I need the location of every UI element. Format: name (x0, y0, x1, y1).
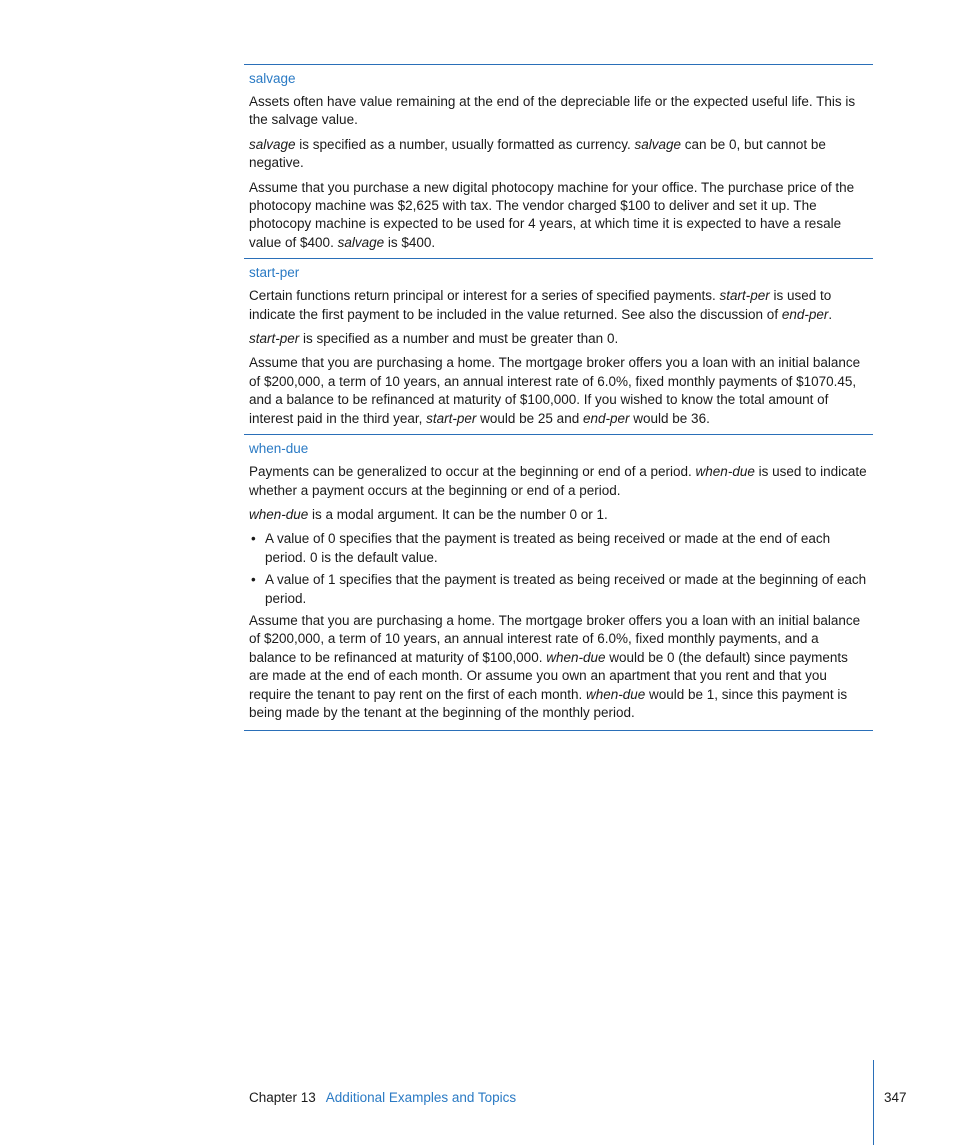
page-footer (249, 1089, 516, 1107)
list-item (249, 571, 868, 608)
argument-section-start-per (244, 258, 873, 434)
chapter-title-link[interactable]: Additional Examples and Topics (325, 1090, 517, 1105)
argument-reference: salvage (249, 136, 296, 152)
bullet-marker: • (251, 572, 256, 588)
paragraph: Assume that you are purchasing a home. The mortgage broker offers you a loan with an initial balance of $200,000, a term of 10 years, an annual interest rate of 6.0%, fixed monthly payments of $1070.45, and a balance to be refinanced at maturity of $100,000. If you wished to know the total amount of interest paid in the third year, start-per would be 25 and end-per would be 36. (249, 355, 861, 426)
argument-term: when-due (249, 441, 309, 457)
paragraph: Assets often have value remaining at the end of the depreciable life or the expected useful life. This is the salvage value. (249, 94, 856, 128)
list-item (249, 530, 868, 567)
list-item-text: A value of 0 specifies that the payment is treated as being received or made at the end of each period. 0 is the default value. (265, 531, 831, 565)
argument-reference: start-per (249, 331, 300, 347)
document-body (244, 64, 873, 731)
argument-reference: end-per (582, 410, 630, 426)
argument-reference: salvage (337, 234, 385, 250)
page-number-divider (873, 1060, 874, 1145)
paragraph: Assume that you purchase a new digital photocopy machine for your office. The purchase price of the photocopy machine was $2,625 with tax. The vendor charged $100 to deliver and set it up. The photocopy machine is expected to be used for 4 years, at which time it is expected to have a resale value of $400. salvage is $400. (249, 179, 855, 250)
argument-reference: when-due (546, 649, 606, 665)
argument-reference: start-per (719, 288, 770, 304)
paragraph: Certain functions return principal or interest for a series of specified payments. start-per is used to indicate the first payment to be included in the value returned. See also the discussion of end-per. (249, 288, 833, 322)
argument-section-salvage (244, 64, 873, 258)
list-item-text: A value of 1 specifies that the payment is treated as being received or made at the beginning of each period. (265, 572, 867, 606)
paragraph: when-due is a modal argument. It can be the number 0 or 1. (249, 506, 608, 522)
argument-term: salvage (249, 71, 296, 86)
bullet-marker: • (251, 531, 256, 547)
argument-reference: when-due (585, 686, 646, 702)
argument-reference: when-due (695, 464, 755, 480)
paragraph: Payments can be generalized to occur at the beginning or end of a period. when-due is used to indicate whether a payment occurs at the beginning or end of a period. (249, 464, 867, 498)
argument-reference: end-per (781, 306, 829, 322)
page-number: 347 (884, 1090, 907, 1105)
argument-reference: start-per (426, 410, 477, 426)
paragraph: Assume that you are purchasing a home. The mortgage broker offers you a loan with an initial balance of $200,000, a term of 10 years, an annual interest rate of 6.0%, fixed monthly payments, and a balance to be refinanced at maturity of $100,000. when-due would be 0 (the default) since payments are made at the end of each month. Or assume you own an apartment that you rent and that you require the tenant to pay rent on the first of each month. when-due would be 1, since this payment is being made by the tenant at the beginning of the monthly period. (249, 612, 861, 720)
chapter-label: Chapter 13 (249, 1090, 316, 1105)
argument-reference: when-due (249, 506, 309, 522)
paragraph: start-per is specified as a number and must be greater than 0. (249, 331, 619, 347)
argument-reference: salvage (634, 136, 681, 152)
argument-section-when-due (244, 434, 873, 731)
paragraph: salvage is specified as a number, usually formatted as currency. salvage can be 0, but cannot be negative. (249, 136, 826, 171)
bullet-list (249, 530, 868, 608)
argument-term: start-per (249, 265, 300, 281)
